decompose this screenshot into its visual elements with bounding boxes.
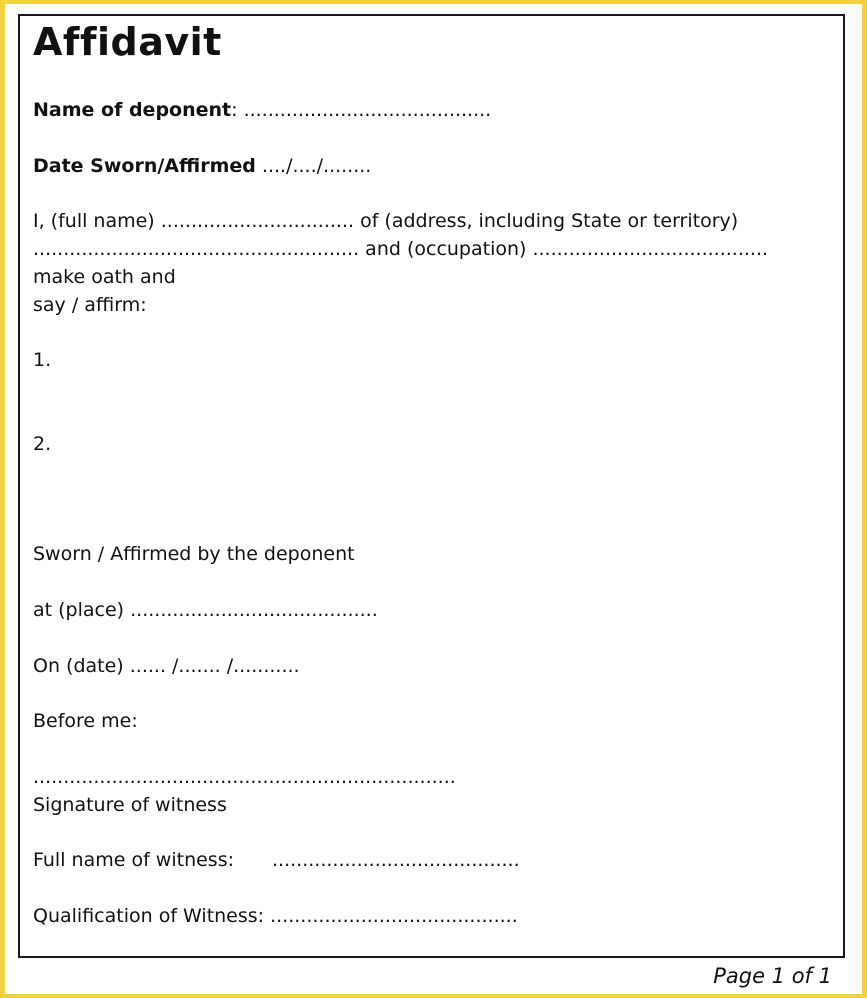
witness-name-blank: ......................................... bbox=[272, 849, 520, 871]
deponent-label: Name of deponent bbox=[33, 99, 232, 121]
intro-line-1: I, (full name) ................................ of (address, including State or territory) bbox=[33, 210, 739, 232]
page-number: Page 1 of 1 bbox=[713, 964, 832, 988]
on-date-line: On (date) ...... /....... /........... bbox=[33, 655, 300, 677]
signature-label: Signature of witness bbox=[33, 794, 227, 816]
witness-name-line bbox=[33, 848, 520, 872]
date-sworn-blank: ..../..../........ bbox=[261, 155, 372, 177]
qualification-line: Qualification of Witness: ......................................... bbox=[33, 905, 518, 927]
witness-name-label: Full name of witness: bbox=[33, 849, 235, 871]
before-me-line: Before me: bbox=[33, 710, 138, 732]
statement-item-1: 1. bbox=[33, 349, 52, 371]
intro-line-4: say / affirm: bbox=[33, 294, 147, 316]
deponent-line bbox=[33, 98, 491, 122]
date-sworn-line bbox=[33, 154, 371, 178]
statement-item-2: 2. bbox=[33, 433, 52, 455]
sworn-by-line: Sworn / Affirmed by the deponent bbox=[33, 543, 355, 565]
intro-line-3: make oath and bbox=[33, 266, 176, 288]
deponent-blank: : ......................................... bbox=[231, 99, 492, 121]
signature-blank: ...................................................................... bbox=[33, 766, 456, 788]
intro-line-2: ...................................................... and (occupation) ....................................... bbox=[33, 238, 769, 260]
document-title: Affidavit bbox=[33, 20, 222, 64]
date-sworn-label: Date Sworn/Affirmed bbox=[33, 155, 256, 177]
document-page bbox=[5, 4, 862, 994]
at-place-line: at (place) ......................................... bbox=[33, 599, 378, 621]
